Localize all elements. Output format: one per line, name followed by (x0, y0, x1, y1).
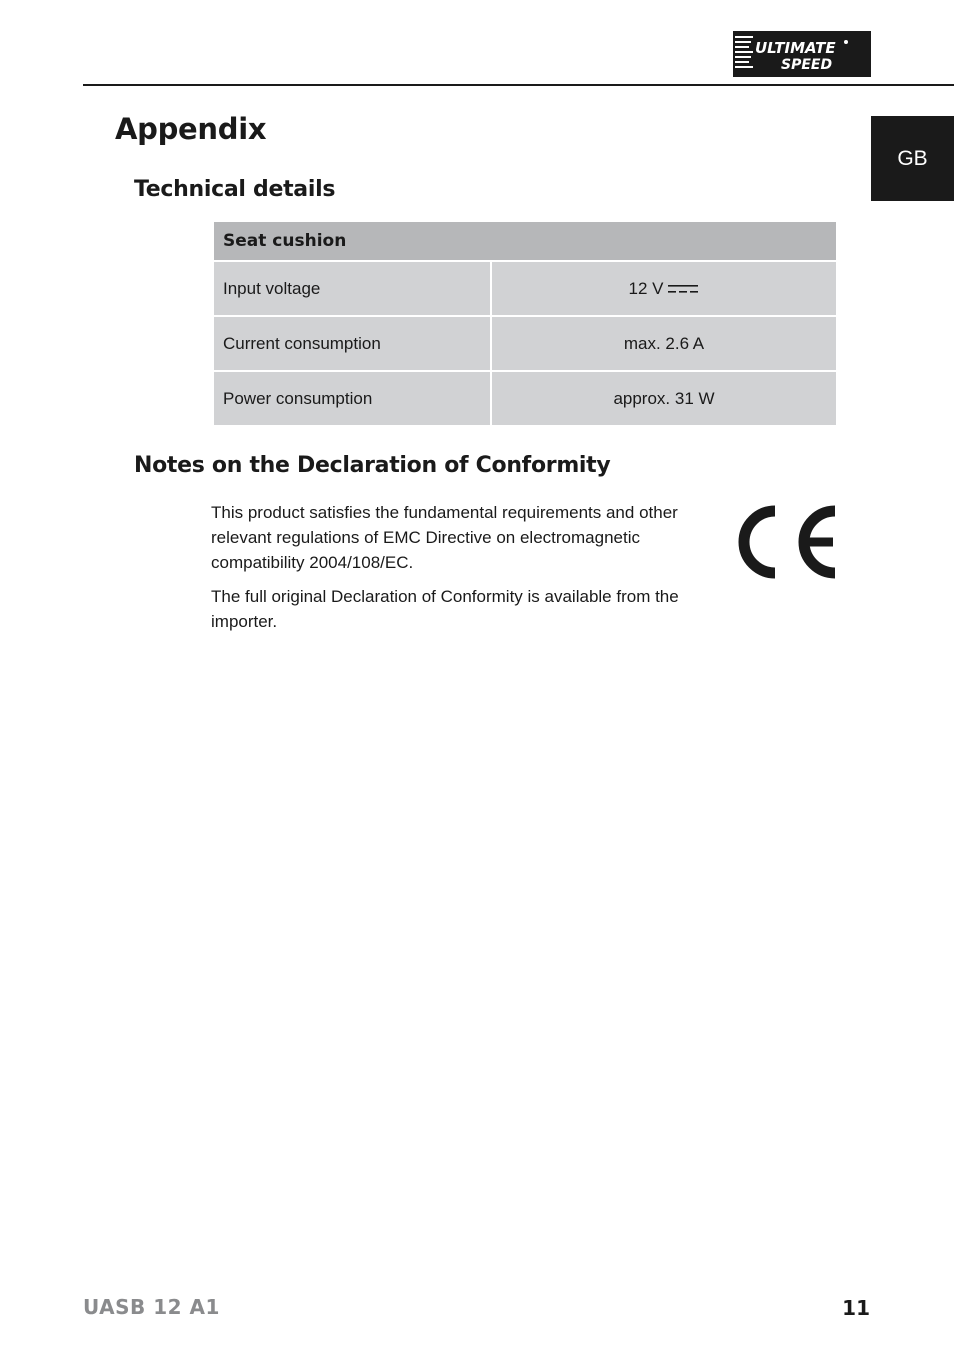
conformity-text (211, 500, 701, 643)
direct-current-icon (667, 283, 699, 295)
conformity-paragraph-1: This product satisfies the fundamental requirements and other relevant regulations of EMC Directive on electromagnetic compatibility 2004/108/EC. (211, 503, 678, 572)
ce-mark-icon (733, 503, 839, 580)
row-label: Power consumption (213, 371, 491, 426)
table-row (213, 316, 837, 371)
row-value (491, 261, 837, 316)
technical-details-heading: Technical details (134, 177, 336, 202)
language-tab: GB (871, 116, 954, 201)
table-row (213, 261, 837, 316)
conformity-heading: Notes on the Declaration of Conformity (134, 453, 611, 478)
ultimate-speed-logo (733, 31, 871, 77)
table-row (213, 371, 837, 426)
header-divider (83, 84, 954, 86)
table-header-row (213, 221, 837, 261)
row-label: Input voltage (213, 261, 491, 316)
logo-text-line2: SPEED (781, 57, 833, 73)
row-label: Current consumption (213, 316, 491, 371)
logo-text-line1: ULTIMATE (755, 39, 836, 57)
technical-details-table (212, 220, 838, 427)
row-value: approx. 31 W (491, 371, 837, 426)
page-number: 11 (842, 1296, 870, 1320)
page-title: Appendix (115, 112, 267, 146)
table-header: Seat cushion (213, 221, 837, 261)
row-value-text: 12 V (628, 278, 664, 298)
conformity-paragraph-2: The full original Declaration of Conformity is available from the importer. (211, 587, 679, 631)
footer-model: UASB 12 A1 (83, 1295, 220, 1319)
row-value: max. 2.6 A (491, 316, 837, 371)
